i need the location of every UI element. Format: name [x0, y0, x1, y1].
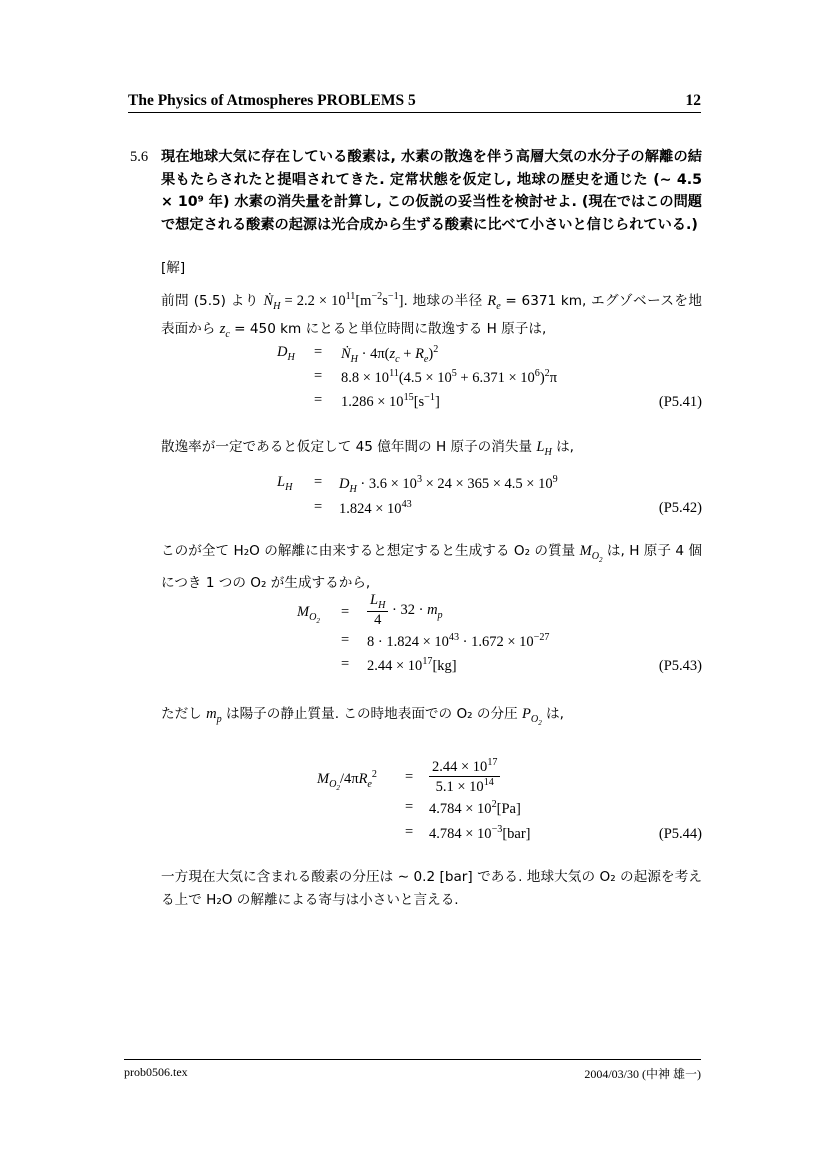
paragraph-5: 一方現在大気に含まれる酸素の分圧は ∼ 0.2 [bar] である. 地球大気の O₂ の起源を考える上で H₂O の解離による寄与は小さいと言える.	[161, 869, 702, 908]
equation-p5-43: $M_{O_2}$ = $\frac{L_H}{4}$ · $32 \cdot m_p$ = $8 \cdot 1.824 \times 10^{43} \cdot 1.672 \times 10^{-27}$ = $2.44 \times 10^{17}[kg]$ (P5.43)	[297, 592, 702, 674]
header-rule	[128, 112, 701, 113]
equation-number: (P5.43)	[658, 658, 702, 674]
footer-rule	[124, 1059, 701, 1060]
equation-number: (P5.44)	[658, 826, 702, 842]
equation-p5-41: $D_H$ = Ṅ$_H$ · $4\pi(z_c + R_e)^2$ = $8.8 \times 10^{11}(4.5 \times 10^5 + 6.371 \times 10^6)^2\pi$ = $1.286 \times 10^{15}[s^{-1}]$ (P5.41)	[277, 344, 702, 410]
equation-p5-44: $M_{O_2}/4\pi R_e^2$ = $\frac{2.44 \times 10^{17}}{5.1 \times 10^{14}}$ = $4.784 \times 10^2[Pa]$ = $4.784 \times 10^{-3}[bar]$ (P5.44)	[317, 757, 702, 842]
problem-number: 5.6	[130, 149, 149, 165]
problem-text: 現在地球大気に存在している酸素は, 水素の散逸を伴う高層大気の水分子の解離の結果もたらされたと提唱されてきた. 定常状態を仮定し, 地球の歴史を通じた (∼ 4.5 × 10⁹ 年) 水素の消失量を計算し, この仮説の妥当性を検討せよ. (現在ではこの問題で想定される酸素の起源は光合成から生ずる酸素に比べて小さいと信じられている.)	[161, 149, 702, 233]
problem-statement	[130, 146, 702, 236]
paragraph-1: 前問 (5.5) より Ṅ$_H$ = $2.2 \times 10^{11}[m^{-2}s^{-1}]$. 地球の半径 $R_e = 6371$ km, エグゾベースを地表面から $z_c = 450$ km にとると単位時間に散逸する H 原子は,	[161, 291, 702, 340]
paragraph-2: 散逸率が一定であると仮定して 45 億年間の H 原子の消失量 $L_H$ は,	[161, 439, 575, 458]
page-number: 12	[685, 92, 701, 109]
answer-label: [解]	[161, 260, 186, 276]
footer-file: prob0506.tex	[124, 1065, 188, 1079]
paragraph-3: このが全て H₂O の解離に由来すると想定すると生成する O₂ の質量 $M_{O_2}$ は, H 原子 4 個につき 1 つの O₂ が生成するから,	[161, 543, 703, 591]
equation-p5-42: $L_H$ = $D_H \cdot 3.6 \times 10^3 \times 24 \times 365 \times 4.5 \times 10^9$ = $1.824 \times 10^{43}$ (P5.42)	[277, 474, 702, 517]
page-header	[128, 92, 701, 110]
equation-number: (P5.42)	[658, 500, 702, 516]
footer-date: 2004/03/30 (中神 雄一)	[584, 1067, 701, 1081]
equation-number: (P5.41)	[658, 394, 702, 410]
header-title: The Physics of Atmospheres PROBLEMS 5	[128, 92, 416, 109]
paragraph-4: ただし $m_p$ は陽子の静止質量. この時地表面での O₂ の分圧 $P_{O_2}$ は,	[161, 706, 564, 727]
